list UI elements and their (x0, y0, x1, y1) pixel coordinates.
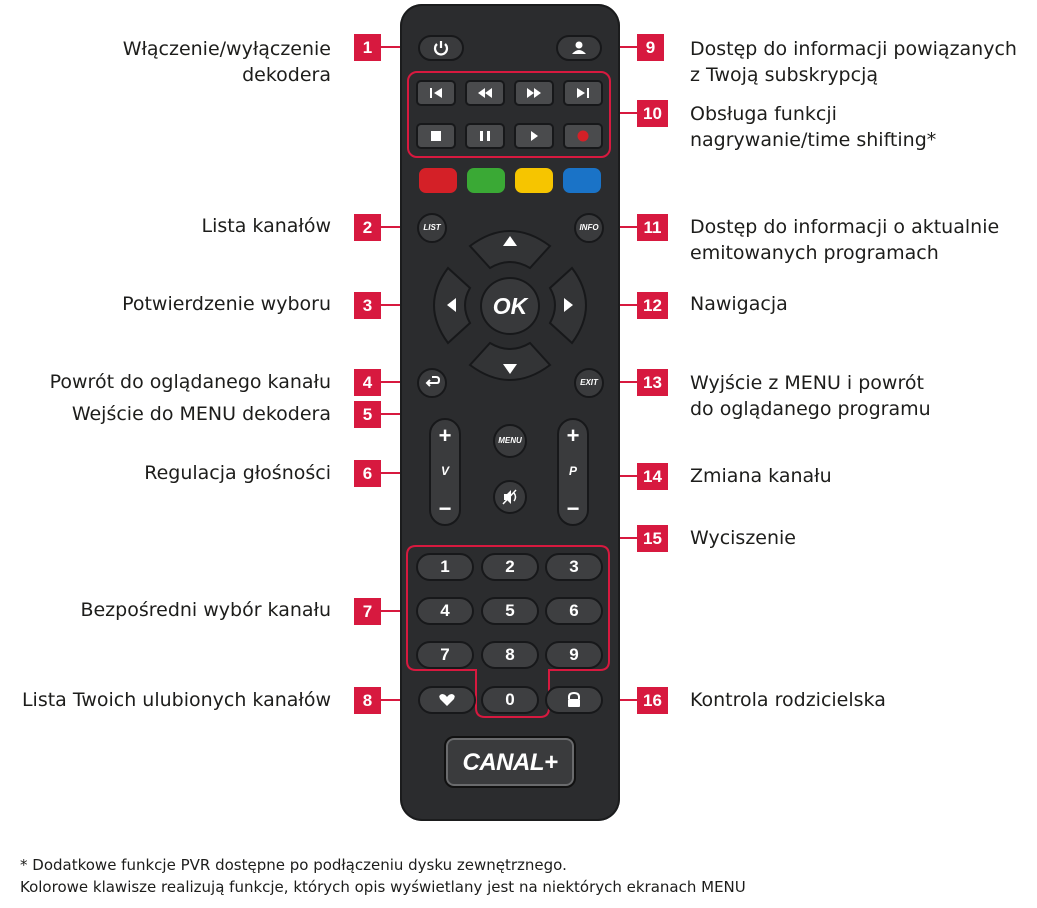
lock-icon (547, 688, 601, 712)
program-rocker[interactable] (557, 418, 589, 526)
label-16: Kontrola rodzicielska (690, 689, 886, 711)
badge-14: 14 (637, 463, 668, 490)
ok-button[interactable]: OK (480, 277, 540, 335)
footnote-line-2: Kolorowe klawisze realizują funkcje, których opis wyświetlany jest na niektórych ekranach MENU (20, 878, 746, 896)
mute-icon (495, 482, 525, 512)
power-button[interactable] (418, 35, 464, 61)
blue-key[interactable] (563, 168, 601, 193)
exit-button[interactable]: EXIT (574, 368, 604, 398)
label-7: Bezpośredni wybór kanału (80, 599, 331, 621)
badge-5: 5 (354, 401, 381, 428)
rewind-icon (467, 82, 503, 104)
program-up-label: + (566, 423, 580, 448)
play-icon (516, 125, 552, 147)
program-letter: P (568, 464, 577, 478)
skip-back-button[interactable] (416, 80, 456, 106)
fast-forward-icon (516, 82, 552, 104)
digit-key-4[interactable]: 4 (416, 597, 474, 625)
badge-9: 9 (637, 34, 664, 61)
badge-1: 1 (354, 34, 381, 61)
record-icon (565, 125, 601, 147)
canal-plus-logo: CANAL+ (444, 736, 576, 788)
label-1: Włączenie/wyłączenie dekodera (122, 38, 331, 86)
record-button[interactable] (563, 123, 603, 149)
list-button[interactable]: LIST (417, 213, 447, 243)
label-3: Potwierdzenie wyboru (122, 293, 331, 315)
badge-4: 4 (354, 369, 381, 396)
volume-down-label: − (438, 496, 452, 521)
label-15: Wyciszenie (690, 527, 796, 549)
digit-key-2[interactable]: 2 (481, 553, 539, 581)
badge-13: 13 (637, 369, 668, 396)
red-key[interactable] (419, 168, 457, 193)
green-key[interactable] (467, 168, 505, 193)
badge-8: 8 (354, 687, 381, 714)
fast-forward-button[interactable] (514, 80, 554, 106)
menu-button[interactable]: MENU (493, 424, 527, 458)
label-4: Powrót do oglądanego kanału (49, 371, 331, 393)
volume-rocker[interactable] (429, 418, 461, 526)
digit-key-6[interactable]: 6 (545, 597, 603, 625)
badge-10: 10 (637, 100, 668, 127)
badge-12: 12 (637, 292, 668, 319)
skip-back-icon (418, 82, 454, 104)
badge-16: 16 (637, 687, 668, 714)
badge-7: 7 (354, 598, 381, 625)
rewind-button[interactable] (465, 80, 505, 106)
program-down-label: − (566, 496, 580, 521)
volume-up-label: + (438, 423, 452, 448)
user-icon (558, 37, 600, 59)
pause-button[interactable] (465, 123, 505, 149)
digit-key-9[interactable]: 9 (545, 641, 603, 669)
parental-lock-button[interactable] (545, 686, 603, 714)
skip-forward-button[interactable] (563, 80, 603, 106)
label-10: Obsługa funkcji nagrywanie/time shifting* (690, 103, 937, 151)
volume-letter: V (440, 464, 449, 478)
skip-forward-icon (565, 82, 601, 104)
mute-button[interactable] (493, 480, 527, 514)
digit-key-1[interactable]: 1 (416, 553, 474, 581)
yellow-key[interactable] (515, 168, 553, 193)
heart-icon (420, 688, 474, 712)
back-button[interactable] (417, 368, 447, 398)
nav-down-key (470, 343, 550, 380)
label-11: Dostęp do informacji o aktualnie emitowanych programach (690, 216, 1000, 264)
footnote-line-1: * Dodatkowe funkcje PVR dostępne po podłączeniu dysku zewnętrznego. (20, 856, 567, 874)
label-8: Lista Twoich ulubionych kanałów (21, 689, 331, 711)
badge-3: 3 (354, 292, 381, 319)
badge-15: 15 (637, 525, 668, 552)
pause-icon (467, 125, 503, 147)
stop-button[interactable] (416, 123, 456, 149)
label-13: Wyjście z MENU i powrót do oglądanego programu (690, 372, 931, 420)
digit-key-8[interactable]: 8 (481, 641, 539, 669)
favorite-button[interactable] (418, 686, 476, 714)
digit-key-0[interactable]: 0 (481, 686, 539, 714)
footnote (20, 854, 746, 898)
badge-6: 6 (354, 460, 381, 487)
label-9: Dostęp do informacji powiązanych z Twoją subskrypcją (690, 38, 1017, 86)
return-icon (419, 370, 445, 396)
label-14: Zmiana kanału (690, 465, 832, 487)
play-button[interactable] (514, 123, 554, 149)
badge-2: 2 (354, 214, 381, 241)
label-6: Regulacja głośności (144, 462, 331, 484)
label-12: Nawigacja (690, 293, 788, 315)
profile-button[interactable] (556, 35, 602, 61)
digit-key-5[interactable]: 5 (481, 597, 539, 625)
power-icon (420, 37, 462, 59)
digit-key-3[interactable]: 3 (545, 553, 603, 581)
info-button[interactable]: INFO (574, 213, 604, 243)
digit-key-7[interactable]: 7 (416, 641, 474, 669)
stop-icon (418, 125, 454, 147)
badge-11: 11 (637, 214, 668, 241)
label-5: Wejście do MENU dekodera (71, 403, 331, 425)
label-2: Lista kanałów (201, 215, 331, 237)
